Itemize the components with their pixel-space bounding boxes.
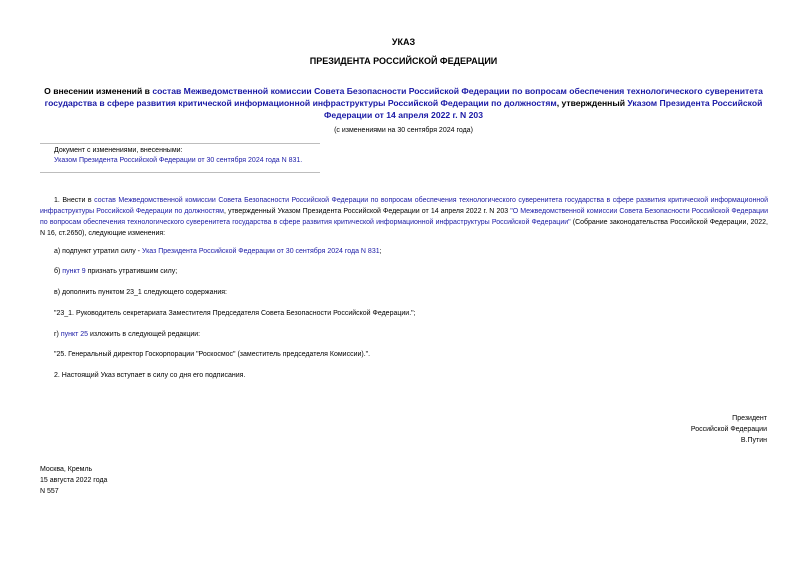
paragraph-1 xyxy=(40,195,768,239)
place-city: Москва, Кремль xyxy=(40,466,93,473)
document-title: УКАЗ xyxy=(391,37,416,47)
heading-link-composition[interactable]: состав Межведомственной комиссии Совета Безопасности Российской Федерации по вопросам обеспечения технологического суверенитета государства в сфере развития критической информационной инфраструктуры Российской Федерации по должностям xyxy=(44,86,763,108)
quote-23-1: "23_1. Руководитель секретариата Заместителя Председателя Совета Безопасности Российской Федерации."; xyxy=(54,310,416,317)
item-b xyxy=(54,266,768,277)
doc-box-link[interactable]: Указом Президента Российской Федерации от 30 сентября 2024 года N 831. xyxy=(54,157,303,164)
changes-note: (с изменениями на 30 сентября 2024 года) xyxy=(334,127,473,134)
paragraph-1-link-decree-title[interactable]: "О Межведомственной комиссии Совета Безопасности Российской Федерации по вопросам обеспечения технологического суверенитета государства в сфере развития критической информационной инфраструктуры Российской Федерации" xyxy=(40,208,768,226)
item-a-suffix: ; xyxy=(379,248,382,255)
place-number: N 557 xyxy=(40,488,59,495)
paragraph-1-middle: , утвержденный Указом Президента Российской Федерации от 14 апреля 2022 г. N 203 xyxy=(224,208,511,215)
heading-prefix: О внесении изменений в xyxy=(44,86,153,96)
divider-bottom xyxy=(40,172,320,173)
signature-line-2: Российской Федерации xyxy=(690,426,767,433)
item-b-prefix: б) xyxy=(54,268,63,275)
item-a xyxy=(54,246,768,257)
item-a-prefix: а) подпункт утратил силу - xyxy=(54,248,142,255)
signature-block xyxy=(691,413,767,446)
document-heading xyxy=(40,85,767,121)
divider-top xyxy=(40,143,320,144)
place-date: 15 августа 2022 года xyxy=(40,477,108,484)
paragraph-1-prefix: 1. Внести в xyxy=(54,197,95,204)
item-v: в) дополнить пунктом 23_1 следующего содержания: xyxy=(54,289,227,296)
paragraph-1-suffix: (Собрание законодательства Российской Федерации, 2022, N 16, ст.2650), следующие изменения: xyxy=(40,219,768,237)
item-b-link[interactable]: пункт 9 xyxy=(62,268,86,275)
item-g xyxy=(54,329,768,340)
item-a-link[interactable]: Указ Президента Российской Федерации от 30 сентября 2024 года N 831 xyxy=(141,248,380,255)
paragraph-2: 2. Настоящий Указ вступает в силу со дня его подписания. xyxy=(54,372,246,379)
place-date-block xyxy=(40,464,107,497)
signature-line-1: Президент xyxy=(732,415,767,422)
paragraph-1-link-composition[interactable]: состав Межведомственной комиссии Совета Безопасности Российской Федерации по вопросам обеспечения технологического суверенитета государства в сфере развития критической информационной инфраструктуры Российской Федерации по должностям xyxy=(40,197,768,215)
heading-middle: , утвержденный xyxy=(556,98,628,108)
heading-link-decree[interactable]: Указом Президента Российской Федерации от 14 апреля 2022 г. N 203 xyxy=(324,98,763,120)
item-g-link[interactable]: пункт 25 xyxy=(60,331,89,338)
signature-line-3: В.Путин xyxy=(740,437,767,444)
item-g-prefix: г) xyxy=(54,331,61,338)
quote-25: "25. Генеральный директор Госкорпорации "Роскосмос" (заместитель председателя Комиссии).". xyxy=(54,351,371,358)
document-subtitle: ПРЕЗИДЕНТА РОССИЙСКОЙ ФЕДЕРАЦИИ xyxy=(309,56,498,66)
doc-box-label: Документ с изменениями, внесенными: xyxy=(54,147,183,154)
item-b-suffix: признать утратившим силу; xyxy=(85,268,178,275)
item-g-suffix: изложить в следующей редакции: xyxy=(88,331,201,338)
